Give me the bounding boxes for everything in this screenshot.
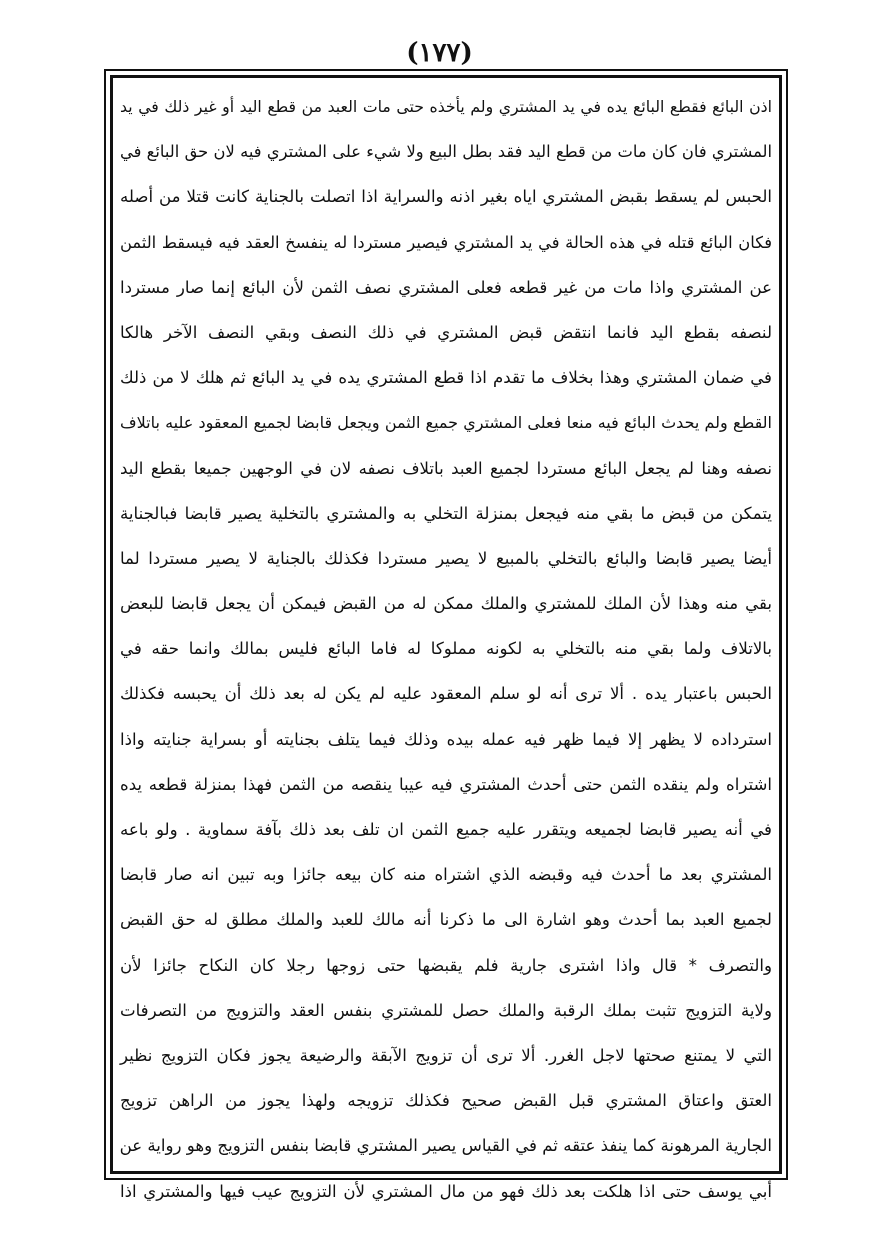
text-line: استرداده لا يظهر إلا فيما ظهر فيه عمله بيده وذلك فيما يتلف بجنايته أو بسراية جنايته واذا: [120, 729, 772, 749]
text-line: الحبس باعتبار يده . ألا ترى أنه لو سلم المعقود عليه لم يكن له بعد ذلك أن يحبسه فكذلك: [120, 684, 772, 704]
text-line: لنصفه بقطع اليد فانما انتقض قبض المشتري في ذلك النصف وبقي النصف الآخر هالكا: [120, 322, 772, 342]
text-line: التي لا يمتنع صحتها لاجل الغرر. ألا ترى أن تزويج الآبقة والرضيعة يجوز فكان التزويج نظير: [120, 1045, 772, 1065]
text-line: لجميع العبد بما أحدث وهو اشارة الى ما ذكرنا أنه مالك للعبد والملك مطلق له حق القبض: [120, 910, 772, 930]
page-number: (۱۷۷): [406, 38, 473, 68]
body-text: [119, 84, 772, 1201]
text-line: بقي منه وهذا لأن الملك للمشتري والملك ممكن له من القبض فيمكن أن يجعل قابضا للبعض: [120, 594, 772, 614]
text-line: ولاية التزويج تثبت بملك الرقبة والملك حصل للمشتري بنفس العقد والتزويج من التصرفات: [120, 1000, 772, 1020]
text-line: في أنه يصير قابضا لجميعه ويتقرر عليه جميع الثمن ان تلف بعد ذلك بآفة سماوية . ولو باعه: [120, 820, 772, 839]
text-line: اذن البائع فقطع البائع يده في يد المشتري ولم يأخذه حتى مات العبد من قطع اليد أو غير ذلك في يد: [120, 97, 772, 116]
text-line: اشتراه ولم ينقده الثمن حتى أحدث المشتري فيه عيبا ينقصه من الثمن فهذا بمنزلة قطعه يده: [120, 774, 772, 794]
text-line: عن المشتري واذا مات من غير قطعه فعلى المشتري نصف الثمن لأن البائع إنما صار مستردا: [120, 277, 772, 297]
text-line: يتمكن من قبض ما بقي منه فيجعل بمنزلة التخلي به والمشتري بالتخلية يصير قابضا فبالجناية: [120, 503, 772, 523]
text-line: المشتري بعد ما أحدث فيه وقبضه الذي اشتراه منه كان بيعه جائزا وبه تبين انه صار قابضا: [120, 865, 772, 885]
text-line: أبي يوسف حتى اذا هلكت بعد ذلك فهو من مال المشتري لأن التزويج عيب فيها والمشتري اذا: [120, 1181, 772, 1201]
text-line: بالاتلاف ولما بقي منه بالتخلي به لكونه مملوكا له فاما البائع فليس بمالك وانما حقه في: [120, 639, 772, 659]
text-line: نصفه وهنا لم يجعل البائع مستردا لجميع العبد باتلاف نصفه لان في الوجهين جميعا بقطع اليد: [120, 458, 772, 478]
text-line: المشتري فان كان مات من قطع اليد فقد بطل البيع ولا شيء على المشتري فيه لان حق البائع في: [120, 142, 772, 162]
text-line: والتصرف * قال واذا اشترى جارية فلم يقبضها حتى زوجها رجلا كان النكاح جائزا لأن: [120, 955, 772, 975]
text-line: العتق واعتاق المشتري قبل القبض صحيح فكذلك تزويجه ولهذا يجوز من الراهن تزويج: [120, 1091, 772, 1111]
text-line: الحبس لم يسقط بقبض المشتري اياه بغير اذنه والسراية اذا اتصلت بالجناية كانت قتلا من أصله: [120, 187, 772, 207]
text-line: في ضمان المشتري وهذا بخلاف ما تقدم اذا قطع المشتري يده في يد البائع ثم هلك لا من ذلك: [120, 368, 772, 388]
text-line: الجارية المرهونة كما ينفذ عتقه ثم في القياس يصير المشتري قابضا بنفس التزويج وهو رواية عن: [119, 1136, 772, 1156]
text-line: القطع ولم يحدث البائع فيه منعا فعلى المشتري جميع الثمن ويجعل قابضا لجميع المعقود عليه باتلاف: [120, 413, 772, 433]
text-line: فكان البائع قتله في هذه الحالة في يد المشتري فيصير مستردا له ينفسخ العقد فيه فيسقط الثمن: [120, 232, 772, 252]
text-line: أيضا يصير قابضا والبائع بالتخلي بالمبيع لا يصير مستردا فكذلك بالجناية لا يصير مستردا لما: [120, 548, 772, 568]
